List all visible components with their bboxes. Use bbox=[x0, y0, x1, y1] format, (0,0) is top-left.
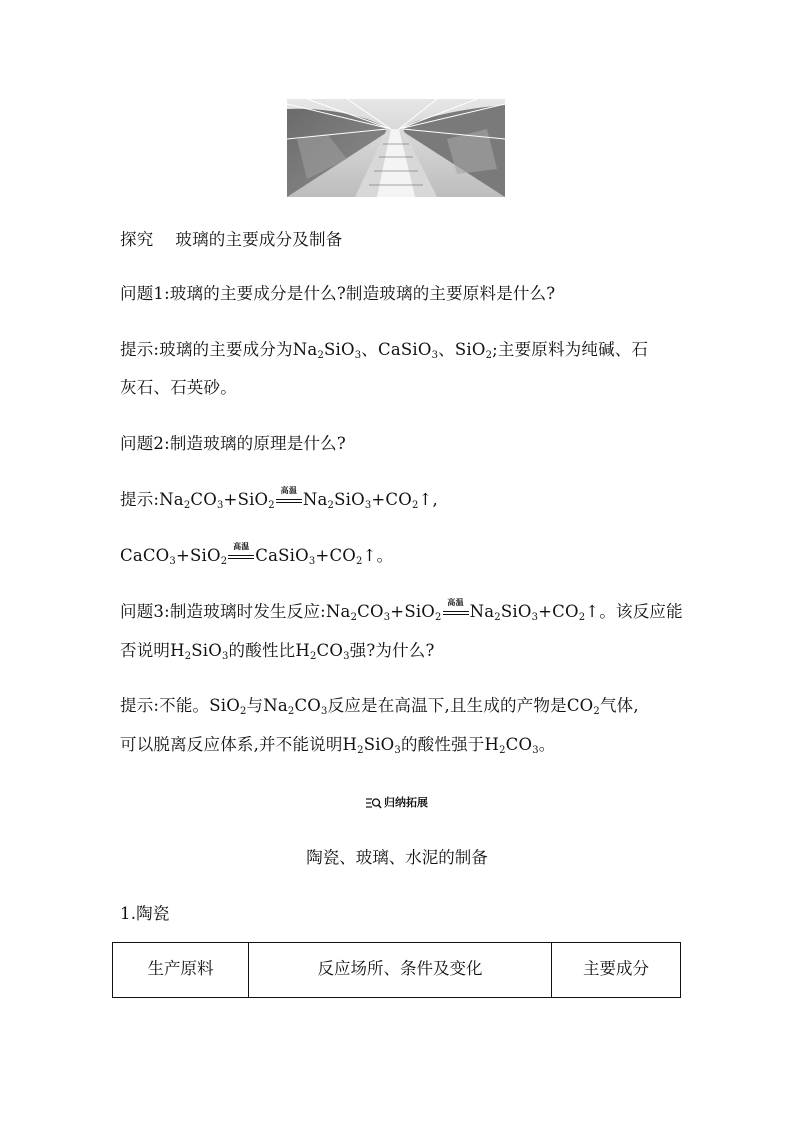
reaction-condition-arrow: 高温 bbox=[275, 492, 303, 506]
question-3-line2: 否说明$H_2SiO_3$的酸性比$H_2CO_3$强?为什么? bbox=[120, 641, 435, 662]
table-header-cell: 主要成分 bbox=[552, 943, 681, 998]
ceramics-table bbox=[112, 942, 681, 998]
table-header-row bbox=[113, 943, 681, 998]
magnifier-list-icon bbox=[366, 797, 382, 809]
answer-3-line2: 可以脱离反应体系,并不能说明$H_2SiO_3$的酸性强于$H_2CO_3$。 bbox=[120, 735, 556, 756]
answer-2-reaction-2: CaCO$_3$+SiO$_2$ 高温 $CaSiO_3+CO_2↑$。 bbox=[120, 542, 394, 567]
section-1-title: 1.陶瓷 bbox=[120, 904, 170, 923]
question-1: 问题1:玻璃的主要成分是什么?制造玻璃的主要原料是什么? bbox=[120, 284, 556, 303]
question-3-line1: 问题3:制造玻璃时发生反应$:Na_2CO_3+SiO_2$ 高温 $Na_2SiO_3+CO_2↑$。该反应能 bbox=[120, 598, 683, 623]
answer-1-line1: 提示:玻璃的主要成分为$Na_2SiO_3$、CaSiO$_3$、SiO$_2$;主要原料为纯碱、石 bbox=[120, 340, 649, 361]
glass-bridge-photo bbox=[287, 99, 505, 197]
question-2: 问题2:制造玻璃的原理是什么? bbox=[120, 434, 346, 453]
heading-title: 玻璃的主要成分及制备 bbox=[175, 230, 343, 249]
answer-3-line1: 提示:不能。SiO$_2$与$Na_2CO_3$反应是在高温下,且生成的产物是$CO_2$气体, bbox=[120, 696, 639, 717]
reaction-condition-arrow: 高温 bbox=[442, 604, 470, 618]
section-subtitle: 陶瓷、玻璃、水泥的制备 bbox=[306, 848, 488, 867]
answer-2-reaction-1: 提示$:Na_2CO_3+SiO_2$ 高温 $Na_2SiO_3+CO_2↑$, bbox=[120, 486, 438, 511]
table-header-cell: 生产原料 bbox=[113, 943, 249, 998]
summary-badge bbox=[0, 794, 794, 810]
exploration-heading bbox=[120, 226, 342, 250]
reaction-condition-arrow: 高温 bbox=[227, 548, 255, 562]
table-header-cell: 反应场所、条件及变化 bbox=[249, 943, 552, 998]
heading-label: 探究 bbox=[120, 230, 154, 249]
badge-label: 归纳拓展 bbox=[384, 796, 428, 809]
answer-1-line2: 灰石、石英砂。 bbox=[120, 378, 237, 397]
